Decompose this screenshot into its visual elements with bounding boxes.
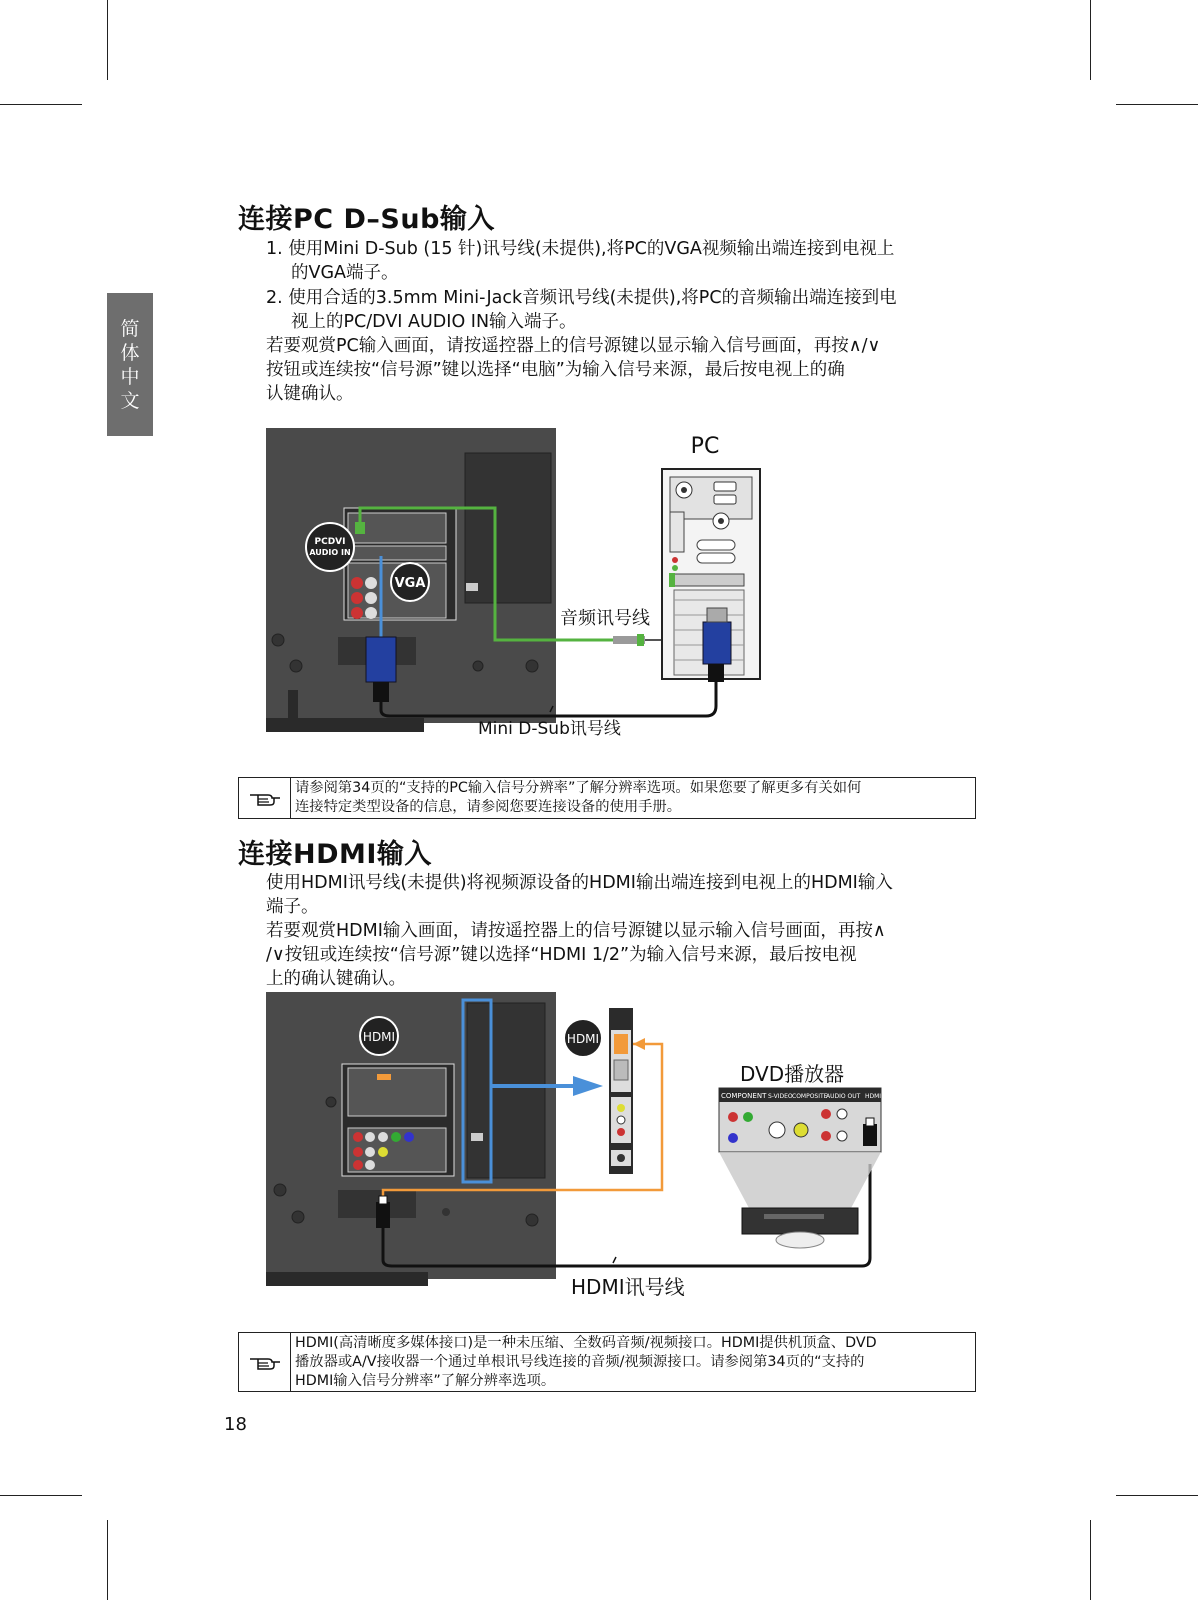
language-tab-char: 简 xyxy=(120,317,140,340)
note2-line3: HDMI输入信号分辨率”了解分辨率选项。 xyxy=(295,1373,556,1389)
hdmi-connection-diagram xyxy=(0,990,1198,1300)
dvd-disc-icon xyxy=(776,1232,824,1248)
language-tab-char: 中 xyxy=(120,365,140,388)
step1-line2: 的VGA端子。 xyxy=(291,263,399,283)
note1-line1: 请参阅第34页的“支持的PC输入信号分辨率”了解分辨率选项。如果您要了解更多有关如何 xyxy=(295,780,862,796)
crop-mark xyxy=(0,1495,82,1496)
page-number: 18 xyxy=(224,1414,247,1435)
dvd-panel-label: HDMI xyxy=(865,1093,882,1100)
hdmi-badge-right-label: HDMI xyxy=(566,1032,600,1046)
pcdvi-badge-line1: PCDVI xyxy=(314,537,346,547)
dvd-player-icon xyxy=(742,1208,858,1234)
section1-para-line2: 按钮或连续按“信号源”键以选择“电脑”为输入信号来源，最后按电视上的确 xyxy=(266,360,845,380)
section2-para1-line2: 端子。 xyxy=(266,897,319,917)
crop-mark xyxy=(1090,1520,1091,1600)
note2-line2: 播放器或A/V接收器一个通过单根讯号线连接的音频/视频源接口。请参阅第34页的“支持的 xyxy=(295,1354,865,1370)
note-box-1 xyxy=(238,777,976,819)
pc-vga-plug xyxy=(703,622,731,664)
tv-side-panel xyxy=(465,453,551,603)
audio-cable-label: 音频讯号线 xyxy=(560,608,650,629)
pc-label: PC xyxy=(690,434,720,459)
dvd-panel-label: S-VIDEO xyxy=(768,1093,793,1100)
tv-stand xyxy=(266,1272,428,1286)
pointing-hand-icon xyxy=(239,1333,291,1391)
section2-para2-line2: /∨按钮或连续按“信号源”键以选择“HDMI 1/2”为输入信号来源，最后按电视 xyxy=(266,945,857,965)
dvd-hdmi-plug xyxy=(863,1124,877,1146)
step2-line2: 视上的PC/DVI AUDIO IN输入端子。 xyxy=(291,312,577,332)
language-tab-char: 体 xyxy=(120,341,140,364)
vga-cable-label: Mini D-Sub讯号线 xyxy=(478,719,621,739)
section2-para1-line1: 使用HDMI讯号线(未提供)将视频源设备的HDMI输出端连接到电视上的HDMI输入 xyxy=(266,873,893,893)
note1-line2: 连接特定类型设备的信息，请参阅您要连接设备的使用手册。 xyxy=(295,799,682,815)
note-box-2 xyxy=(238,1332,976,1392)
step2-line1: 2. 使用合适的3.5mm Mini-Jack音频讯号线(未提供),将PC的音频输出端连接到电 xyxy=(266,288,897,308)
dvd-label: DVD播放器 xyxy=(740,1062,845,1086)
zoom-arrow xyxy=(573,1076,603,1096)
crop-mark xyxy=(1116,1495,1198,1496)
section2-para2-line3: 上的确认键确认。 xyxy=(266,969,406,989)
pcdvi-badge-line2: AUDIO IN xyxy=(309,548,351,557)
section2-para2-line1: 若要观赏HDMI输入画面，请按遥控器上的信号源键以显示输入信号画面，再按∧ xyxy=(266,921,886,941)
hdmi-cable-label: HDMI讯号线 xyxy=(571,1275,685,1299)
dvd-panel-label: AUDIO OUT xyxy=(826,1093,861,1100)
crop-mark xyxy=(107,1520,108,1600)
section1-para-line3: 认键确认。 xyxy=(266,384,354,404)
dvd-panel-label: COMPONENT xyxy=(721,1092,767,1100)
hdmi-badge-left-label: HDMI xyxy=(362,1030,396,1044)
tv-vga-plug xyxy=(366,637,396,682)
note2-line1: HDMI(高清晰度多媒体接口)是一种未压缩、全数码音频/视频接口。HDMI提供机顶盒、DVD xyxy=(295,1335,877,1351)
section2-title: 连接HDMI输入 xyxy=(238,839,432,870)
vga-badge-label: VGA xyxy=(394,576,426,591)
section1-title: 连接PC D–Sub输入 xyxy=(238,204,495,235)
tv-hdmi-plug xyxy=(376,1202,390,1228)
dvd-projection xyxy=(719,1152,881,1210)
language-tab-char: 文 xyxy=(120,389,140,412)
pc-connection-diagram xyxy=(0,0,1198,760)
step1-line1: 1. 使用Mini D-Sub (15 针)讯号线(未提供),将PC的VGA视频输出端连接到电视上 xyxy=(266,239,895,259)
pcdvi-audio-badge xyxy=(306,523,354,571)
section1-para-line1: 若要观赏PC输入画面，请按遥控器上的信号源键以显示输入信号画面，再按∧/∨ xyxy=(266,336,881,356)
tv-side-panel xyxy=(467,1003,545,1178)
pointing-hand-icon xyxy=(239,778,291,818)
dvd-panel-label: COMPOSITE xyxy=(792,1093,828,1100)
